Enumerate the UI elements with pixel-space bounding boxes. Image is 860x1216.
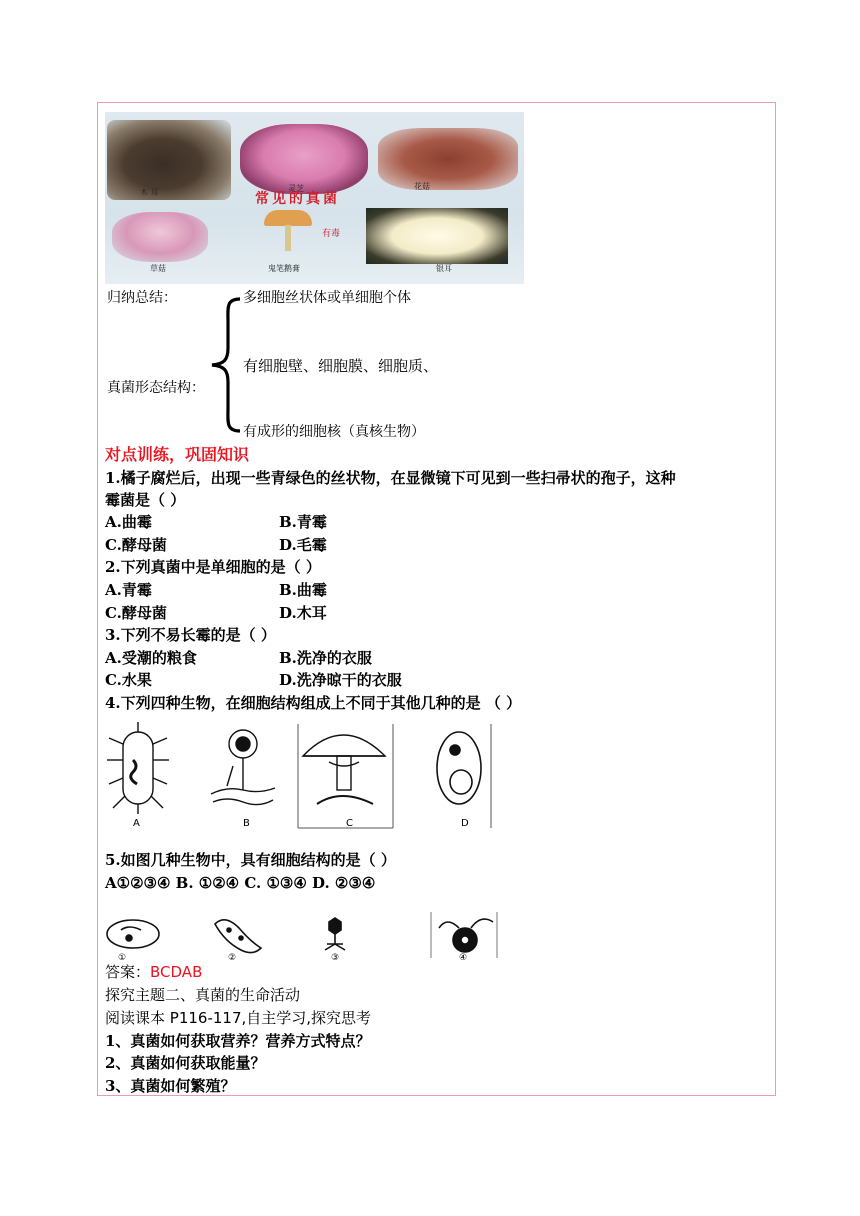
brace-icon: [206, 296, 242, 434]
q3-stem: 3.下列不易长霉的是（ ）: [105, 626, 276, 644]
q4-label-b: B: [243, 818, 250, 829]
summary-item-3: 有成形的细胞核（真核生物）: [243, 424, 425, 440]
yeast-cell-drawing: [437, 732, 481, 804]
cell-1-drawing: [107, 920, 159, 948]
caption-death-cap: 鬼笔鹅膏: [268, 264, 300, 273]
q5-stem: 5.如图几种生物中，具有细胞结构的是（ ）: [105, 851, 396, 869]
q5-label-2: ②: [228, 953, 237, 963]
topic2-item-3: 3、真菌如何繁殖？: [105, 1077, 236, 1095]
q1-option-b: B.青霉: [279, 513, 327, 531]
q3-option-c: C.水果: [105, 671, 152, 689]
q4-stem: 4.下列四种生物，在细胞结构组成上不同于其他几种的是 （ ）: [105, 694, 522, 712]
mushroom-drawing: [303, 735, 385, 804]
tremella-photo: [366, 208, 508, 264]
q2-option-c: C.酵母菌: [105, 604, 167, 622]
summary-heading: 归纳总结：: [107, 290, 177, 306]
straw-mushroom-photo: [112, 212, 208, 262]
caption-shiitake: 花菇: [414, 182, 430, 191]
topic2-title: 探究主题二、真菌的生命活动: [105, 986, 301, 1004]
summary-label: 真菌形态结构：: [107, 380, 205, 396]
q5-label-4: ④: [459, 953, 468, 963]
q2-option-a: A.青霉: [105, 581, 152, 599]
q2-stem: 2.下列真菌中是单细胞的是（ ）: [105, 558, 321, 576]
caption-ganoderma: 灵芝: [288, 184, 304, 193]
q4-label-a: A: [133, 818, 140, 829]
topic2-reading: 阅读课本 P116-117,自主学习,探究思考: [105, 1009, 372, 1027]
topic2-item-1: 1、真菌如何获取营养？营养方式特点？: [105, 1032, 371, 1050]
q2-option-d: D.木耳: [279, 604, 327, 622]
q5-options: A①②③④ B. ①②④ C. ①③④ D. ②③④: [105, 874, 376, 892]
answer-label: 答案：: [105, 963, 151, 981]
q1-stem: 1.橘子腐烂后，出现一些青绿色的丝状物，在显微镜下可见到一些扫帚状的孢子，这种: [105, 469, 676, 487]
q1-stem-cont: 霉菌是（ ）: [105, 491, 186, 509]
virus-drawing: [329, 918, 341, 934]
q5-label-1: ①: [118, 953, 127, 963]
answer-line: [105, 962, 202, 982]
q3-option-a: A.受潮的粮食: [105, 649, 197, 667]
q3-option-b: B.洗净的衣服: [279, 649, 372, 667]
q1-option-a: A.曲霉: [105, 513, 152, 531]
summary-item-2: 有细胞壁、细胞膜、细胞质、: [243, 357, 439, 375]
q3-option-d: D.洗净晾干的衣服: [279, 671, 402, 689]
shiitake-photo: [378, 128, 518, 190]
q2-option-b: B.曲霉: [279, 581, 327, 599]
summary-item-1: 多细胞丝状体或单细胞个体: [243, 290, 411, 306]
q1-option-c: C.酵母菌: [105, 536, 167, 554]
topic2-item-2: 2、真菌如何获取能量？: [105, 1054, 266, 1072]
caption-poisonous: 有毒: [322, 229, 341, 239]
section-title: 对点训练，巩固知识: [105, 445, 250, 464]
q4-label-d: D: [461, 818, 469, 829]
q5-label-3: ③: [331, 953, 340, 963]
wood-ear-photo: [107, 120, 231, 200]
answer-value: BCDAB: [150, 963, 203, 981]
q5-figure: [103, 910, 501, 962]
q4-figure: [103, 720, 495, 832]
caption-wood-ear: 木 耳: [140, 188, 159, 197]
mold-drawing: [211, 730, 275, 805]
cell-2-drawing: [215, 920, 261, 953]
ganoderma-photo: [240, 124, 368, 194]
q1-option-d: D.毛霉: [279, 536, 327, 554]
bacterium-drawing: [107, 722, 169, 814]
caption-straw: 草菇: [150, 264, 166, 273]
caption-tremella: 银耳: [436, 264, 452, 273]
q4-label-c: C: [346, 818, 353, 829]
fungi-title: 常见的真菌: [255, 191, 340, 207]
death-cap-photo: [264, 210, 312, 252]
